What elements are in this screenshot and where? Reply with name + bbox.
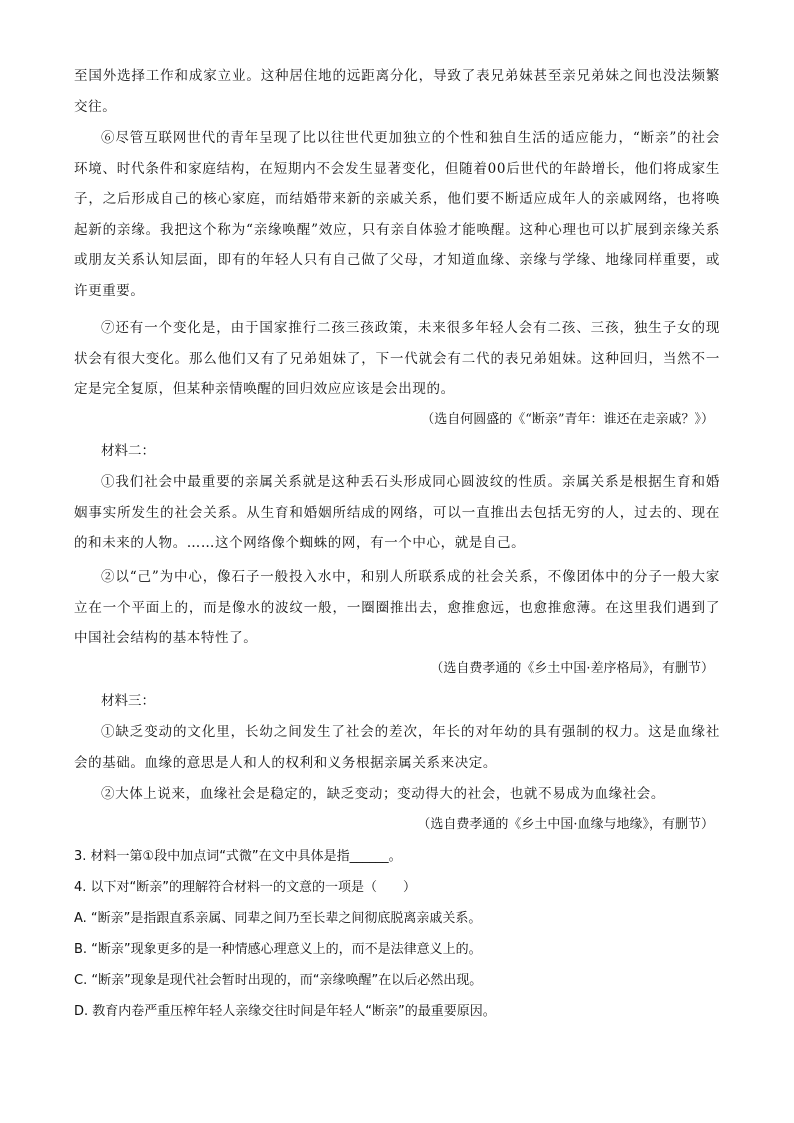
question-4: 4. 以下对“断亲”的理解符合材料一的文意的一项是（ ） — [74, 880, 417, 895]
material-2-paragraph-1: ①我们社会中最重要的亲属关系就是这种丢石头形成同心圆波纹的性质。亲属关系是根据生育和婚姻事实所发生的社会关系。从生育和婚姻所结成的网络，可以一直推出去包括无穷的人，过去的、现在的和未来的人物。……这个网络像个蜘蛛的网，有一个中心，就是自己。 — [74, 474, 720, 551]
question-3: 3. 材料一第①段中加点词“式微”在文中具体是指______。 — [74, 849, 402, 864]
source-citation-2: （选自费孝通的《乡土中国·差序格局》，有删节） — [430, 661, 714, 676]
material-3-paragraph-2: ②大体上说来，血缘社会是稳定的，缺乏变动；变动得大的社会，也就不易成为血缘社会。 — [101, 786, 665, 802]
paragraph-6: ⑥尽管互联网世代的青年呈现了比以往世代更加独立的个性和独自生活的适应能力，“断亲”的社会环境、时代条件和家庭结构，在短期内不会发生显著变化，但随着00后世代的年龄增长，他们将成家生子，之后形成自己的核心家庭，而结婚带来新的亲戚关系，他们要不断适应成年人的亲戚网络，也将唤起新的亲缘。我把这个称为“亲缘唤醒”效应，只有亲自体验才能唤醒。这种心理也可以扩展到亲缘关系或朋友关系认知层面，即有的年轻人只有自己做了父母，才知道血缘、亲缘与学缘、地缘同样重要，或许更重要。 — [74, 130, 720, 299]
paragraph-continuation: 至国外选择工作和成家立业。这种居住地的远距离分化，导致了表兄弟妹甚至亲兄弟妹之间也没法频繁交往。 — [74, 68, 720, 115]
source-citation-1: （选自何圆盛的《“断亲”青年：谁还在走亲戚？》） — [421, 412, 714, 427]
option-c: C. “断亲”现象是现代社会暂时出现的，而“亲缘唤醒”在以后必然出现。 — [74, 973, 483, 988]
material-2-paragraph-2: ②以“己”为中心，像石子一般投入水中，和别人所联系成的社会关系，不像团体中的分子一般大家立在一个平面上的，而是像水的波纹一般，一圈圈推出去，愈推愈远，也愈推愈薄。在这里我们遇到了中国社会结构的基本特性了。 — [74, 569, 720, 646]
option-b: B. “断亲”现象更多的是一种情感心理意义上的，而不是法律意义上的。 — [74, 942, 482, 957]
material-3-label: 材料三： — [101, 693, 155, 709]
source-citation-3: （选自费孝通的《乡土中国·血缘与地缘》，有删节） — [417, 817, 714, 832]
option-d: D. 教育内卷严重压榨年轻人亲缘交往时间是年轻人“断亲”的最重要原因。 — [74, 1004, 496, 1019]
material-2-label: 材料二： — [101, 443, 155, 459]
option-a: A. “断亲”是指跟直系亲属、同辈之间乃至长辈之间彻底脱离亲戚关系。 — [74, 911, 482, 926]
material-3-paragraph-1: ①缺乏变动的文化里，长幼之间发生了社会的差次，年长的对年幼的具有强制的权力。这是血缘社会的基础。血缘的意思是人和人的权利和义务根据亲属关系来决定。 — [74, 724, 720, 771]
paragraph-7: ⑦还有一个变化是，由于国家推行二孩三孩政策，未来很多年轻人会有二孩、三孩，独生子女的现状会有很大变化。那么他们又有了兄弟姐妹了，下一代就会有二代的表兄弟姐妹。这种回归，当然不一定是完全复原，但某种亲情唤醒的回归效应应该是会出现的。 — [74, 320, 720, 397]
